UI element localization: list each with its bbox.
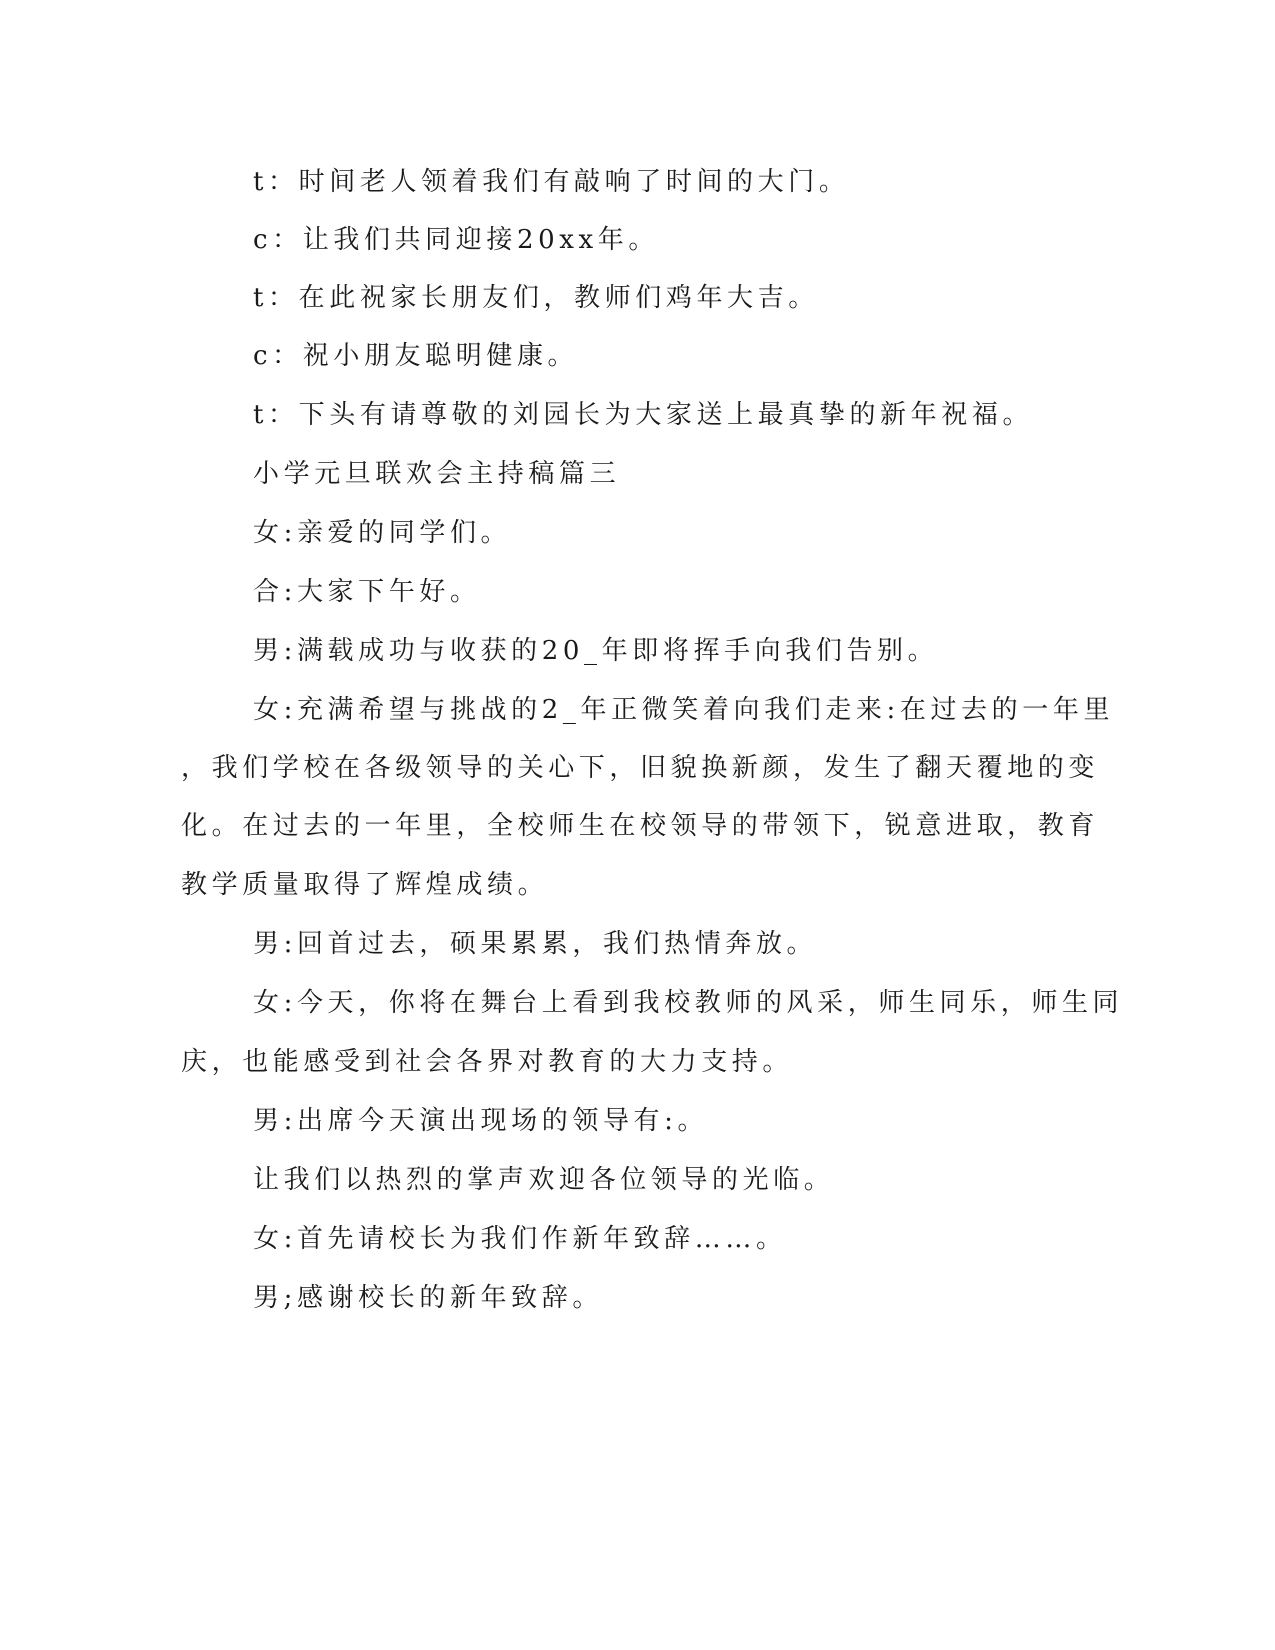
text-line: 男:满载成功与收获的20_年即将挥手向我们告别。 — [253, 636, 939, 666]
text-line: 男;感谢校长的新年致辞。 — [253, 1283, 603, 1313]
text-line: 女:充满希望与挑战的2_年正微笑着向我们走来:在过去的一年里 — [253, 695, 1115, 725]
text-line: t：时间老人领着我们有敲响了时间的大门。 — [253, 167, 850, 197]
text-line: ，我们学校在各级领导的关心下，旧貌换新颜，发生了翻天覆地的变 — [181, 753, 1100, 783]
text-line: 女:亲爱的同学们。 — [253, 518, 512, 548]
section-heading: 小学元旦联欢会主持稿篇三 — [253, 459, 621, 489]
text-line: 庆，也能感受到社会各界对教育的大力支持。 — [181, 1047, 794, 1077]
text-line: 化。在过去的一年里，全校师生在校领导的带领下，锐意进取，教育 — [181, 811, 1100, 841]
text-line: 教学质量取得了辉煌成绩。 — [181, 870, 549, 900]
text-line: c：让我们共同迎接20xx年。 — [253, 225, 659, 255]
text-line: 女:今天，你将在舞台上看到我校教师的风采，师生同乐，师生同 — [253, 988, 1124, 1018]
text-line: 女:首先请校长为我们作新年致辞……。 — [253, 1224, 787, 1254]
text-line: 男:出席今天演出现场的领导有:。 — [253, 1106, 709, 1136]
text-line: 让我们以热烈的掌声欢迎各位领导的光临。 — [253, 1165, 835, 1195]
text-line: t：在此祝家长朋友们，教师们鸡年大吉。 — [253, 283, 819, 313]
text-line: c：祝小朋友聪明健康。 — [253, 341, 579, 371]
text-line: 男:回首过去，硕果累累，我们热情奔放。 — [253, 929, 818, 959]
text-line: 合:大家下午好。 — [253, 577, 481, 607]
text-line: t：下头有请尊敬的刘园长为大家送上最真挚的新年祝福。 — [253, 400, 1034, 430]
